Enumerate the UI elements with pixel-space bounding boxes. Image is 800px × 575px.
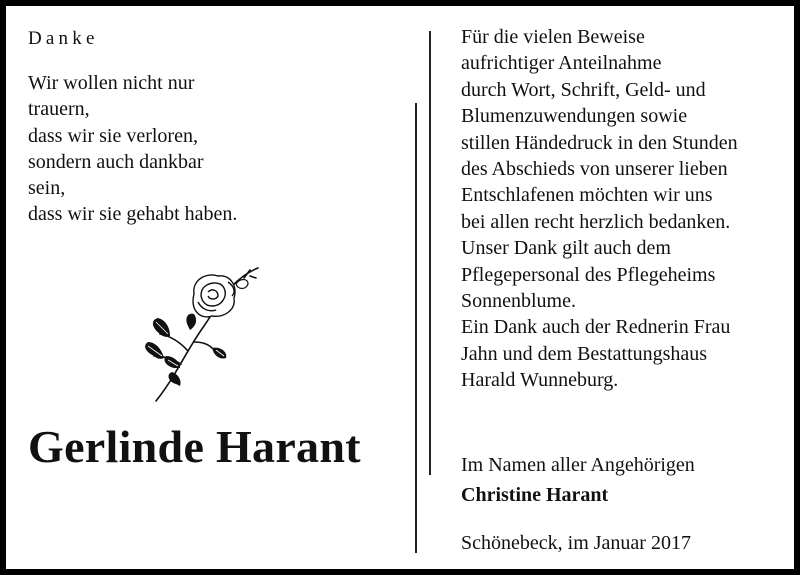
message-line: Ein Dank auch der Rednerin Frau [461, 316, 731, 339]
danke-heading: Danke [28, 28, 99, 49]
signature-block [461, 450, 695, 510]
message-line: Jahn und dem Bestattungshaus [461, 342, 708, 365]
rose-icon [136, 256, 262, 404]
message-line: Entschlafenen möchten wir uns [461, 184, 713, 207]
message-line: des Abschieds von unserer lieben [461, 158, 728, 181]
message-line: aufrichtiger Anteilnahme [461, 52, 662, 75]
signature-intro: Im Namen aller Angehörigen [461, 454, 695, 476]
obituary-card [6, 6, 794, 569]
right-column [461, 24, 786, 554]
message-line: Unser Dank gilt auch dem [461, 237, 671, 260]
verse-line: dass wir sie gehabt haben. [28, 203, 238, 226]
place-date: Schönebeck, im Januar 2017 [461, 532, 691, 554]
thanks-message [461, 24, 786, 394]
verse-line: trauern, [28, 98, 90, 121]
verse [28, 70, 237, 228]
verse-line: Wir wollen nicht nur [28, 72, 195, 94]
message-line: stillen Händedruck in den Stunden [461, 131, 738, 154]
message-line: Harald Wunneburg. [461, 369, 619, 392]
verse-line: sondern auch dankbar [28, 150, 204, 173]
signer-name: Christine Harant [461, 484, 609, 506]
message-line: Für die vielen Beweise [461, 26, 645, 48]
deceased-name: Gerlinde Harant [28, 421, 361, 472]
message-line: durch Wort, Schrift, Geld- und [461, 78, 706, 101]
message-line: Sonnenblume. [461, 290, 576, 313]
column-divider [415, 103, 417, 553]
column-divider [429, 31, 431, 475]
message-line: Blumenzuwendungen sowie [461, 105, 688, 128]
left-column [6, 6, 416, 569]
message-line: Pflegepersonal des Pflegeheims [461, 263, 716, 286]
verse-line: sein, [28, 177, 66, 200]
message-line: bei allen recht herzlich bedanken. [461, 210, 731, 233]
verse-line: dass wir sie verloren, [28, 124, 198, 147]
